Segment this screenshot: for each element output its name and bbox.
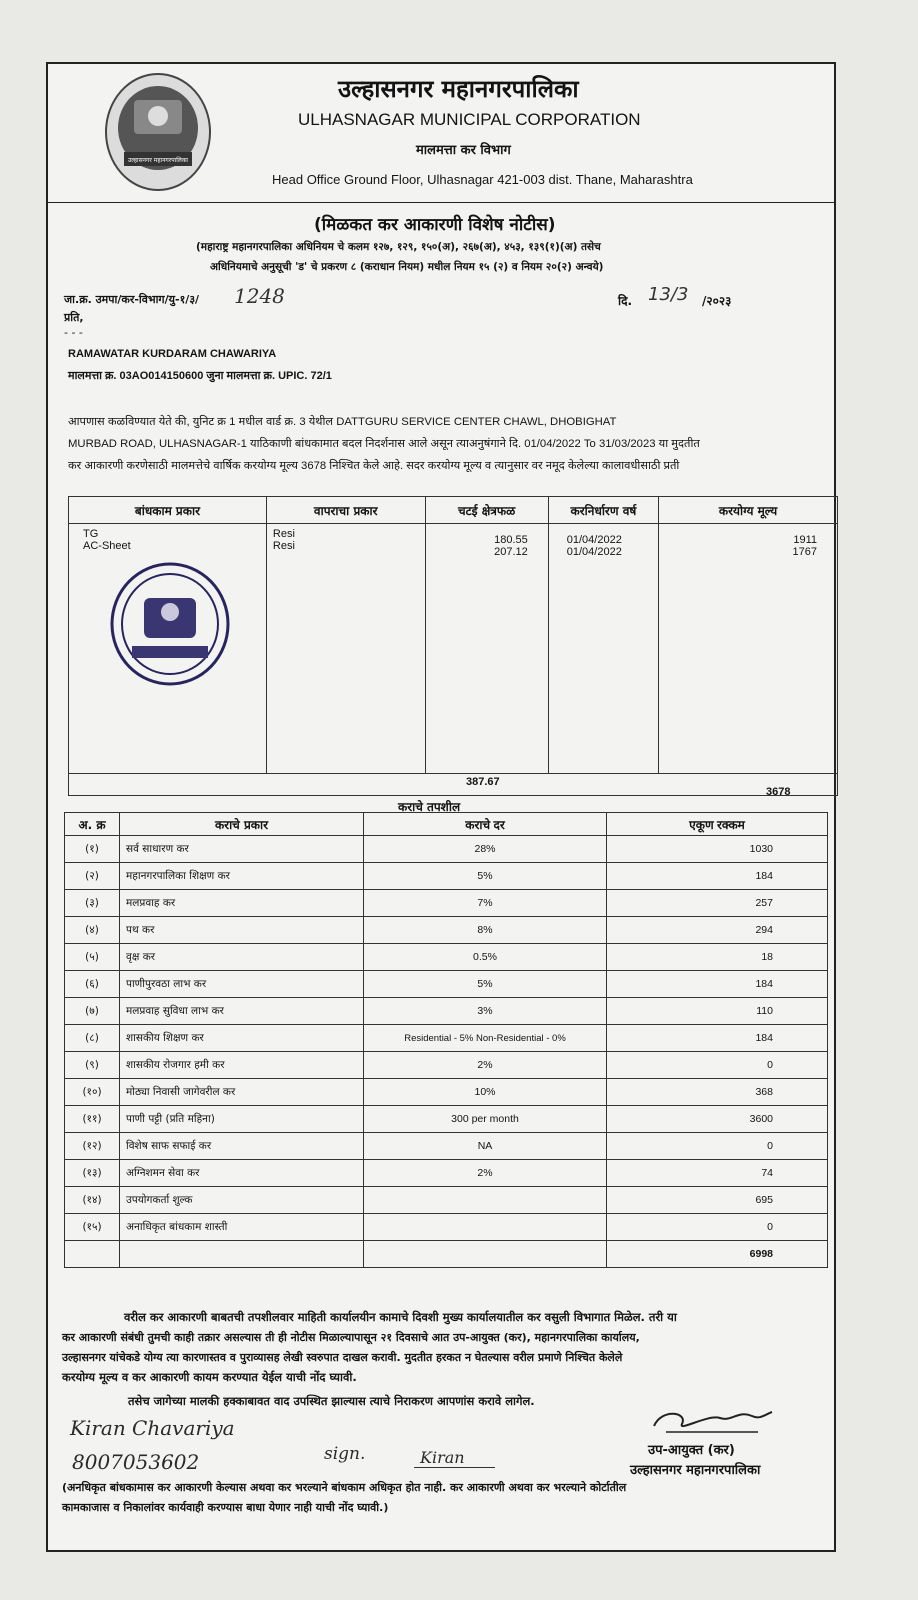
col-assessment-year: करनिर्धारण वर्ष [548,497,658,524]
table-row [65,1214,828,1241]
construction-type-1: TG [83,528,99,540]
row-rate: 2% [364,1052,607,1079]
row-type: पाणीपुरवठा लाभ कर [120,971,364,998]
col-tax-type: कराचे प्रकार [120,813,364,836]
row-amount: 74 [607,1160,828,1187]
handwritten-signature: Kiran [414,1448,495,1468]
col-carpet-area: चटई क्षेत्रफळ [425,497,548,524]
col-taxable-value: करयोग्य मूल्य [659,497,838,524]
table-row [65,998,828,1025]
row-rate: 0.5% [364,944,607,971]
row-type: विशेष साफ सफाई कर [120,1133,364,1160]
row-type: मलप्रवाह कर [120,890,364,917]
reference-label: जा.क्र. उमपा/कर-विभाग/यु-१/३/ [64,293,200,306]
row-type: वृक्ष कर [120,944,364,971]
footer-line-4: करयोग्य मूल्य व कर आकारणी कायम करण्यात येईल याची नोंद घ्यावी. [62,1370,357,1384]
table-row [65,1160,828,1187]
row-amount: 294 [607,917,828,944]
row-type: पाणी पट्टी (प्रति महिना) [120,1106,364,1133]
row-amount: 184 [607,863,828,890]
table-row [65,836,828,863]
col-construction-type: बांधकाम प्रकार [69,497,267,524]
body-paragraph-line-1: आपणास कळविण्यात येते की, युनिट क्र 1 मधील वार्ड क्र. 3 येथील DATTGURU SERVICE CENTER CHAWL, DHOBIGHAT [68,416,617,428]
date-year: /२०२३ [702,294,732,308]
row-no: (३) [65,890,120,917]
row-type: मलप्रवाह सुविधा लाभ कर [120,998,364,1025]
disclaimer-line-1: (अनधिकृत बांधकामास कर आकारणी केल्यास अथवा कर भरल्याने बांधकाम अधिकृत होत नाही. कर आकारणी अथवा कर भरल्याने कोर्टातील [62,1481,627,1494]
year-1: 01/04/2022 [566,534,622,546]
row-type: अनाधिकृत बांधकाम शास्ती [120,1214,364,1241]
table-row [65,1052,828,1079]
tax-details-heading: कराचे तपशील [398,800,461,814]
row-type: अग्निशमन सेवा कर [120,1160,364,1187]
tax-details-table [64,812,828,1268]
to-label: प्रति, [64,311,84,324]
col-serial: अ. क्र [65,813,120,836]
col-tax-rate: कराचे दर [364,813,607,836]
row-no: (१३) [65,1160,120,1187]
row-rate: 8% [364,917,607,944]
table-total-row [69,774,838,796]
reference-number: 1248 [234,284,285,308]
notice-legal-line-2: अधिनियमाचे अनुसूची 'ड' चे प्रकरण ८ (कराधान नियम) मधील नियम १५ (२) व नियम २०(२) अन्वये) [210,261,604,273]
table-row [65,1079,828,1106]
row-rate [364,1214,607,1241]
handwritten-sign-label: sign. [324,1444,366,1464]
row-rate: 300 per month [364,1106,607,1133]
row-amount: 3600 [607,1106,828,1133]
row-no: (१०) [65,1079,120,1106]
office-address: Head Office Ground Floor, Ulhasnagar 421-003 dist. Thane, Maharashtra [272,172,693,187]
row-rate: 3% [364,998,607,1025]
dashes: - - - [64,326,83,339]
row-rate: 7% [364,890,607,917]
table-row [65,863,828,890]
table-row [65,944,828,971]
property-number-line: मालमत्ता क्र. 03AO014150600 जुना मालमत्ता क्र. UPIC. 72/1 [68,370,332,382]
official-stamp [110,562,230,686]
row-rate [364,1187,607,1214]
notice-legal-line-1: (महाराष्ट्र महानगरपालिका अधिनियम चे कलम १२७, १२९, १५०(अ), २६७(अ), ४५३, १३९(१)(अ) तसेच [196,241,601,253]
usage-type-2: Resi [272,540,295,552]
row-amount: 1030 [607,836,828,863]
row-rate: Residential - 5% Non-Residential - 0% [364,1025,607,1052]
row-amount: 18 [607,944,828,971]
tax-total: 6998 [607,1241,828,1268]
row-amount: 0 [607,1214,828,1241]
row-no: (६) [65,971,120,998]
footer-line-3: उल्हासनगर यांचेकडे योग्य त्या कारणास्तव व पुराव्यासह लेखी स्वरुपात दाखल करावी. मुदतीत हरकत न घेतल्यास वरील प्रमाणे निश्चित केलेले [62,1351,623,1364]
row-amount: 110 [607,998,828,1025]
handwritten-phone: 8007053602 [72,1450,200,1474]
footer-line-2: कर आकारणी संबंधी तुमची काही तक्रार असल्यास ती ही नोटीस मिळाल्यापासून २१ दिवसाचे आत उप-आयुक्त (कर), महानगरपालिका कार्यालय, [62,1331,640,1344]
total-row [65,1241,828,1268]
row-rate: 5% [364,863,607,890]
row-no: (८) [65,1025,120,1052]
notice-title: (मिळकत कर आकारणी विशेष नोटीस) [314,215,556,235]
table-row [65,1025,828,1052]
body-paragraph-line-2: MURBAD ROAD, ULHASNAGAR-1 याठिकाणी बांधकामात बदल निदर्शनास आले असून त्याअनुषंगाने दि. 01/04/2022 To 31/03/2023 या मुदतीत [68,438,700,450]
row-type: महानगरपालिका शिक्षण कर [120,863,364,890]
row-type: सर्व साधारण कर [120,836,364,863]
table-row [65,1133,828,1160]
row-no: (९) [65,1052,120,1079]
row-no: (१२) [65,1133,120,1160]
logo-text: उल्हासनगर महानगरपालिका [128,157,188,164]
year-2: 01/04/2022 [566,546,622,558]
row-type: शासकीय रोजगार हमी कर [120,1052,364,1079]
table-row [65,971,828,998]
row-no: (११) [65,1106,120,1133]
construction-type-2: AC-Sheet [83,540,131,552]
date-label: दि. [618,294,633,308]
owner-name: RAMAWATAR KURDARAM CHAWARIYA [68,348,277,360]
table-row [65,917,828,944]
header-divider [48,202,834,203]
disclaimer-line-2: कामकाजास व निकालांवर कार्यवाही करण्यास बाधा येणार नाही याची नोंद घ्यावी.) [62,1501,389,1514]
row-no: (१४) [65,1187,120,1214]
row-amount: 184 [607,1025,828,1052]
row-rate: 28% [364,836,607,863]
row-amount: 0 [607,1052,828,1079]
row-no: (१५) [65,1214,120,1241]
table-row [65,890,828,917]
row-amount: 257 [607,890,828,917]
row-rate: NA [364,1133,607,1160]
col-total-amount: एकूण रक्कम [607,813,828,836]
officer-signature [648,1402,778,1438]
row-no: (५) [65,944,120,971]
table-row [65,1106,828,1133]
corporation-title-marathi: उल्हासनगर महानगरपालिका [338,75,579,103]
row-rate: 10% [364,1079,607,1106]
department-name: मालमत्ता कर विभाग [416,143,511,158]
footer-line-5: तसेच जागेच्या मालकी हक्काबावत वाद उपस्थित झाल्यास त्याचे निराकरण आपणांस करावे लागेल. [128,1394,535,1408]
row-type: शासकीय शिक्षण कर [120,1025,364,1052]
signatory-title: उप-आयुक्त (कर) [648,1443,735,1458]
usage-type-1: Resi [272,528,295,540]
area-1: 180.55 [494,534,528,546]
row-no: (१) [65,836,120,863]
area-2: 207.12 [494,546,528,558]
row-rate: 2% [364,1160,607,1187]
date-value: 13/3 [648,284,689,305]
row-type: उपयोगकर्ता शुल्क [120,1187,364,1214]
row-amount: 368 [607,1079,828,1106]
total-area: 387.67 [466,776,500,788]
value-1: 1911 [793,534,817,546]
value-2: 1767 [792,546,817,558]
corporation-title-english: ULHASNAGAR MUNICIPAL CORPORATION [298,110,641,129]
col-usage-type: वापराचा प्रकार [266,497,425,524]
corporation-logo [104,72,212,192]
row-no: (४) [65,917,120,944]
row-type: पथ कर [120,917,364,944]
row-no: (२) [65,863,120,890]
row-amount: 695 [607,1187,828,1214]
row-type: मोठ्या निवासी जागेवरील कर [120,1079,364,1106]
handwritten-name: Kiran Chavariya [70,1416,235,1440]
total-taxable-value: 3678 [766,786,791,798]
row-amount: 0 [607,1133,828,1160]
notice-page [46,62,836,1552]
row-no: (७) [65,998,120,1025]
body-paragraph-line-3: कर आकारणी करणेसाठी मालमत्तेचे वार्षिक करयोग्य मूल्य 3678 निश्चित केले आहे. सदर करयोग्य मूल्य व त्यानुसार वर नमूद केलेल्या कालावधीसाठी प्रती [68,460,680,472]
row-amount: 184 [607,971,828,998]
footer-line-1: वरील कर आकारणी बाबतची तपशीलवार माहिती कार्यालयीन कामाचे दिवशी मुख्य कार्यालयातील कर वसुली विभागात मिळेल. तरी या [124,1310,677,1324]
signatory-organisation: उल्हासनगर महानगरपालिका [630,1463,761,1478]
row-rate: 5% [364,971,607,998]
table-row [65,1187,828,1214]
